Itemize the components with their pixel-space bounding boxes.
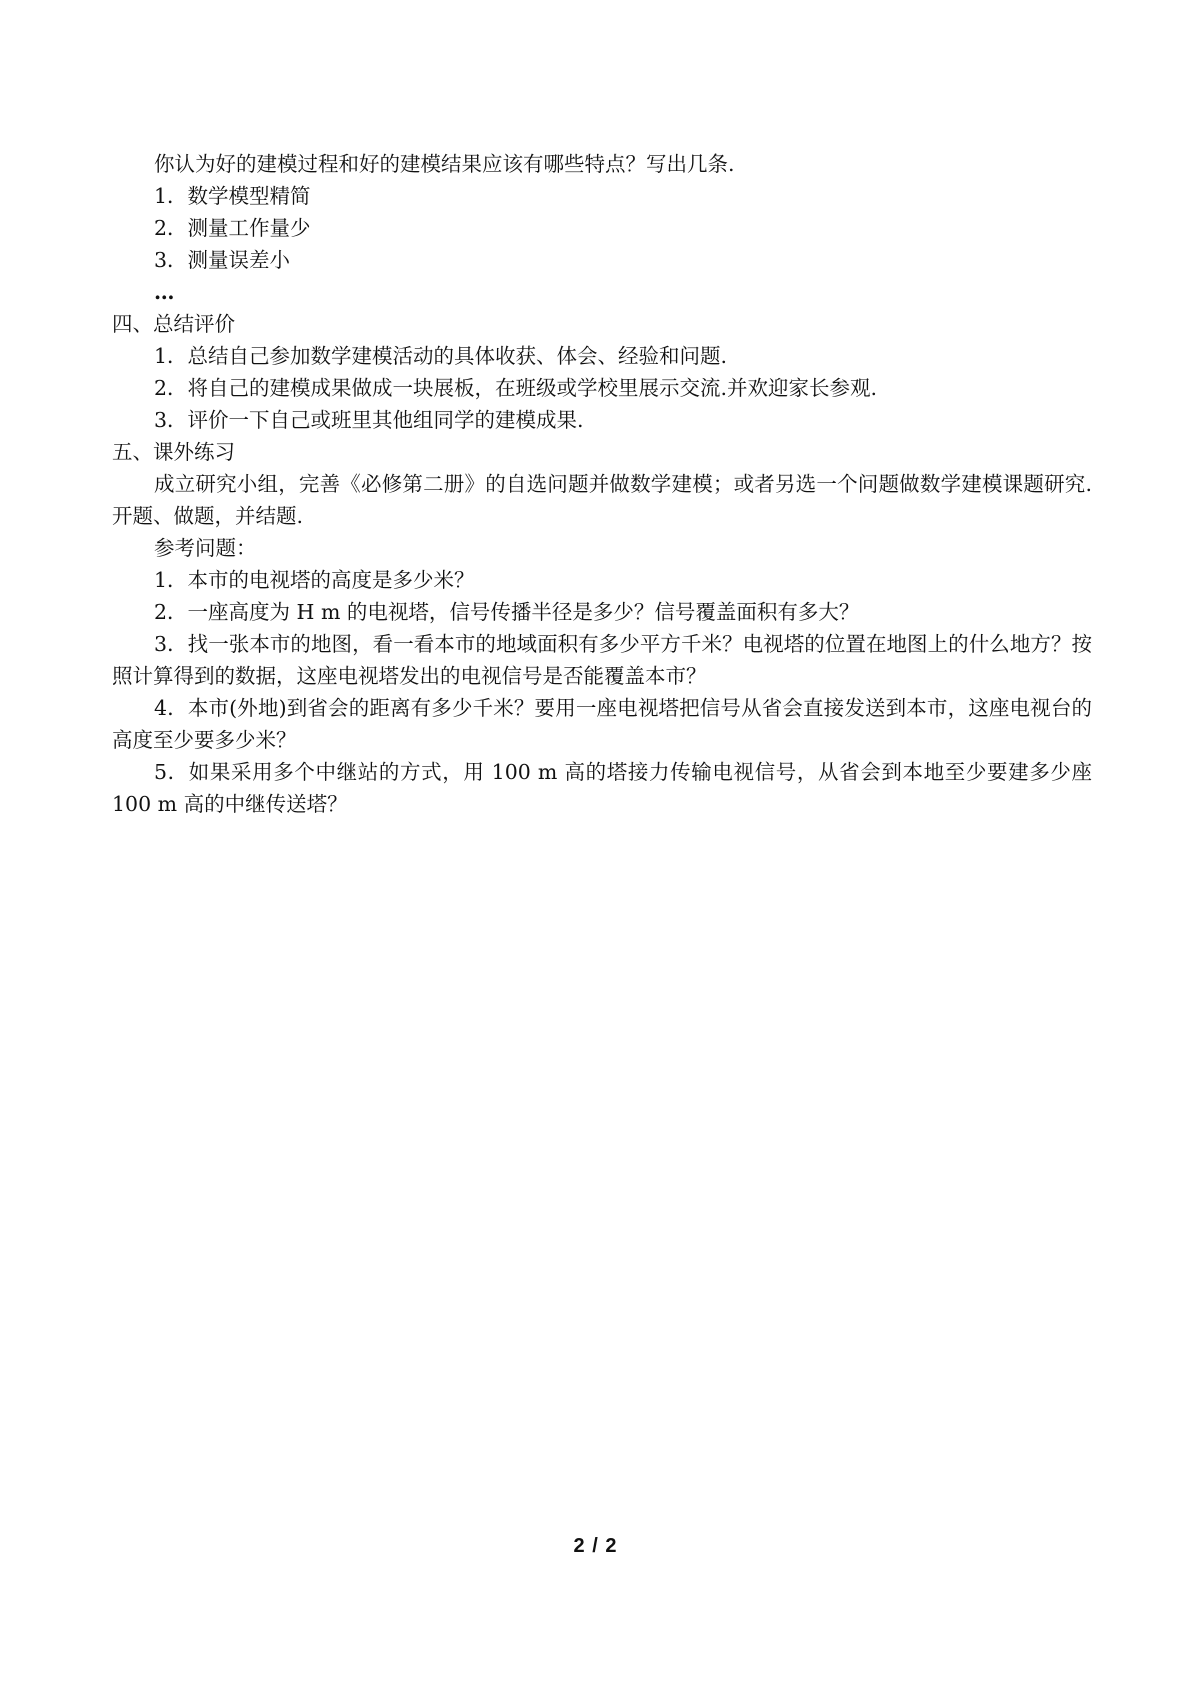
document-body [112,148,1092,820]
reference-question: 5．如果采用多个中继站的方式，用 100 m 高的塔接力传输电视信号，从省会到本地至少要建多少座 100 m 高的中继传送塔？ [112,760,1092,816]
summary-item: 1．总结自己参加数学建模活动的具体收获、体会、经验和问题. [154,344,728,368]
reference-question: 2．一座高度为 H m 的电视塔，信号传播半径是多少？信号覆盖面积有多大？ [154,600,860,624]
section-heading-exercise: 五、课外练习 [112,440,235,464]
summary-item: 3．评价一下自己或班里其他组同学的建模成果. [154,408,584,432]
trait-item: 2．测量工作量少 [154,216,311,240]
summary-item: 2．将自己的建模成果做成一块展板，在班级或学校里展示交流.并欢迎家长参观. [154,376,878,400]
trait-item: 3．测量误差小 [154,248,291,272]
section-heading-summary: 四、总结评价 [112,312,235,336]
exercise-intro: 成立研究小组，完善《必修第二册》的自选问题并做数学建模；或者另选一个问题做数学建模课题研究.开题、做题，并结题. [112,472,1092,528]
reference-question: 1．本市的电视塔的高度是多少米？ [154,568,475,592]
trait-item: 1．数学模型精简 [154,184,311,208]
page-number: 2 / 2 [573,1535,618,1557]
ellipsis: … [154,280,176,304]
reference-question: 4．本市(外地)到省会的距离有多少千米？要用一座电视塔把信号从省会直接发送到本市，这座电视台的高度至少要多少米？ [112,696,1092,752]
question-text: 你认为好的建模过程和好的建模结果应该有哪些特点？写出几条. [154,152,735,176]
reference-label: 参考问题： [154,536,257,560]
reference-question: 3．找一张本市的地图，看一看本市的地域面积有多少平方千米？电视塔的位置在地图上的什么地方？按照计算得到的数据，这座电视塔发出的电视信号是否能覆盖本市？ [112,632,1092,688]
